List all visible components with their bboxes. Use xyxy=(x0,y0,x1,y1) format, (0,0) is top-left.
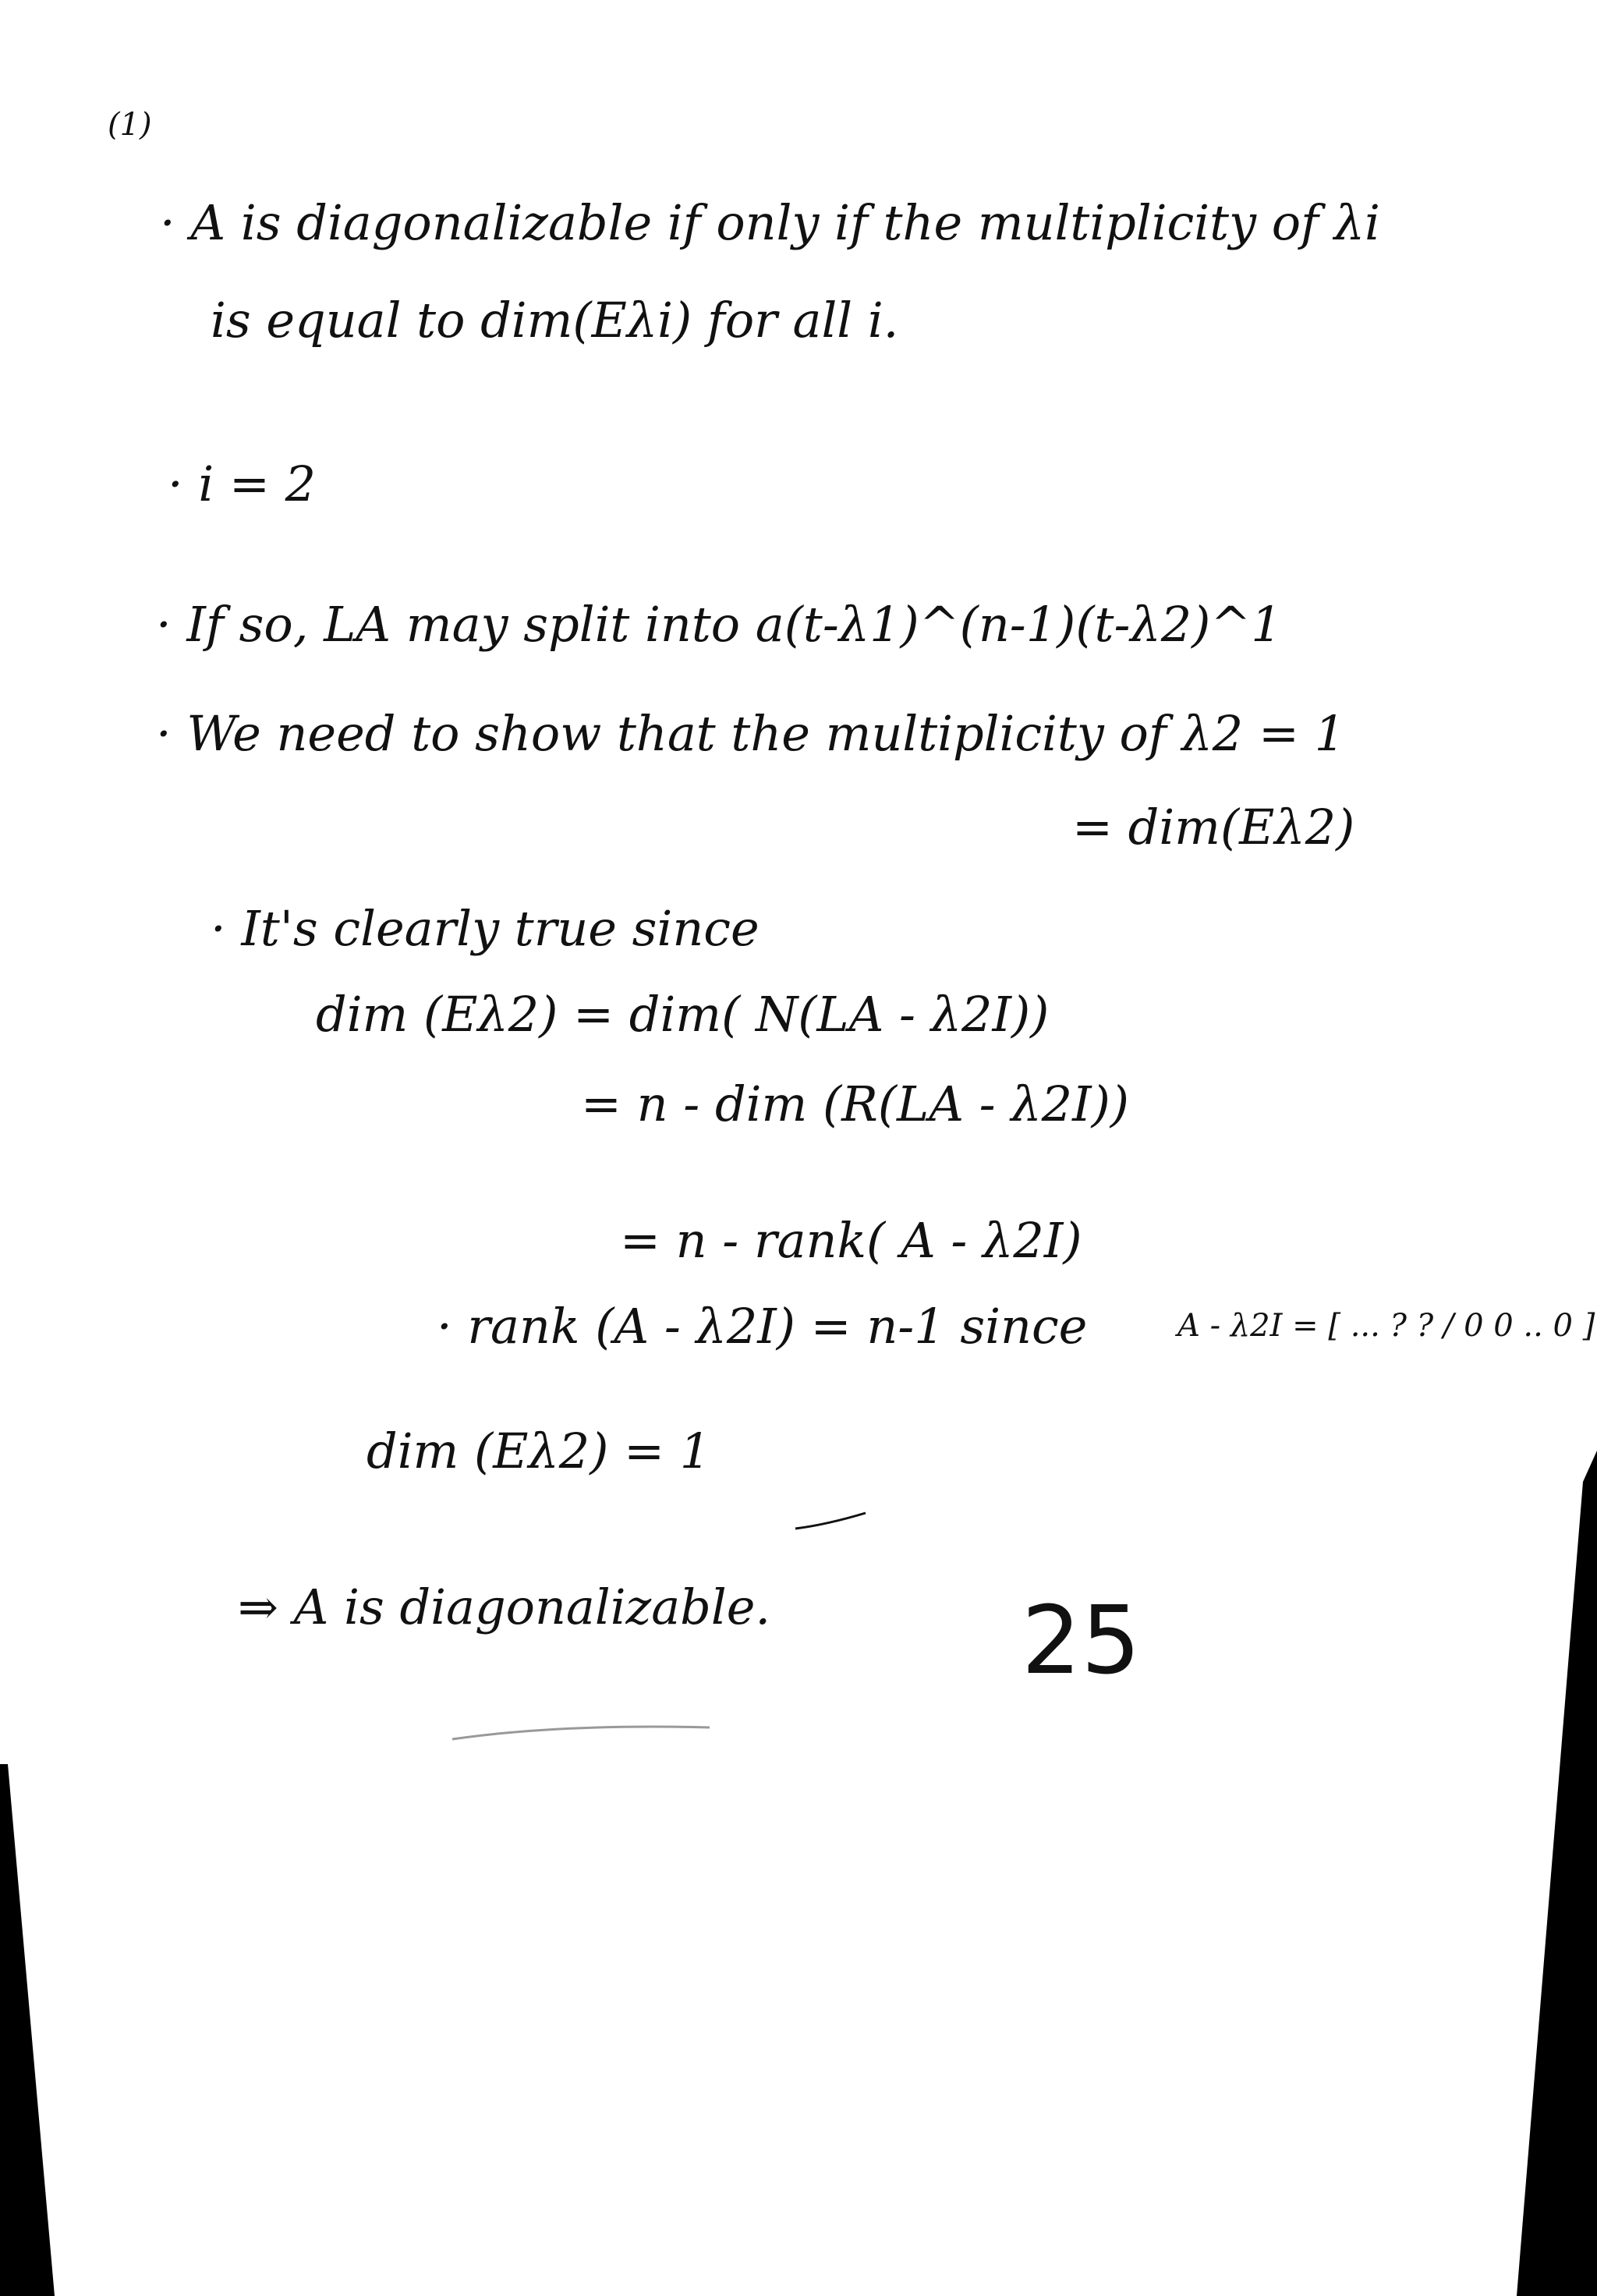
score-mark: 25 xyxy=(1022,1587,1141,1695)
line-1: · A is diagonalizable if only if the multiplicity of λi xyxy=(160,194,1380,251)
line-14: ⇒ A is diagonalizable. xyxy=(238,1578,771,1635)
line-3: · i = 2 xyxy=(168,455,317,512)
check-tick xyxy=(788,1482,881,1544)
problem-number: (1) xyxy=(108,107,152,143)
line-9: = n - dim (R(LA - λ2I)) xyxy=(581,1075,1129,1132)
line-11: · rank (A - λ2I) = n-1 since xyxy=(437,1298,1088,1355)
line-8: dim (Eλ2) = dim( N(LA - λ2I)) xyxy=(316,986,1050,1043)
line-7: · It's clearly true since xyxy=(211,900,760,957)
line-4: · If so, LA may split into a(t-λ1)^(n-1)(t-λ2)^1 xyxy=(156,596,1282,653)
line-12-matrix: A - λ2I = [ ... ? ? / 0 0 .. 0 ] xyxy=(1177,1308,1595,1344)
line-10: = n - rank( A - λ2I) xyxy=(620,1212,1082,1269)
line-6: = dim(Eλ2) xyxy=(1072,799,1355,856)
line-2: is equal to dim(Eλi) for all i. xyxy=(211,292,899,349)
underline-stroke xyxy=(444,1716,725,1747)
line-13: dim (Eλ2) = 1 xyxy=(366,1423,711,1479)
line-5: · We need to show that the multiplicity of λ2 = 1 xyxy=(156,705,1346,762)
